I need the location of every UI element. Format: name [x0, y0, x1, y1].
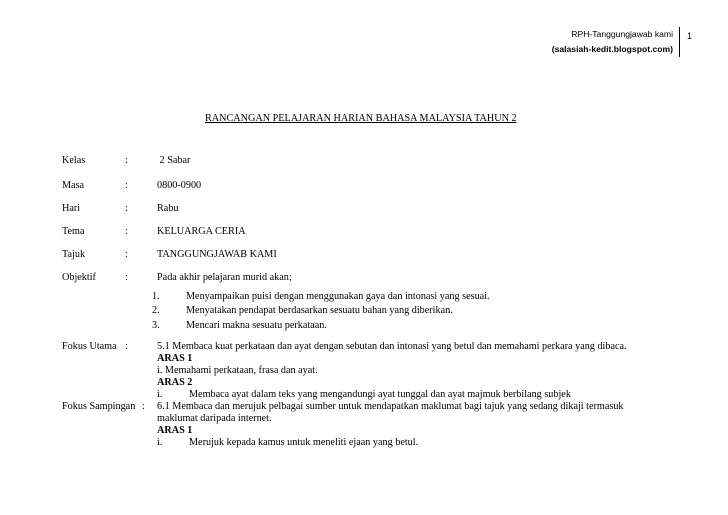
- field-colon: :: [125, 272, 128, 283]
- field-label: Objektif: [62, 272, 96, 283]
- header-blog-url: (salasiah-kedit.blogspot.com): [551, 44, 673, 54]
- aras-1-heading: ARAS 1: [157, 353, 193, 364]
- page-number: 1: [687, 31, 693, 41]
- fokus-utama-content: [157, 341, 627, 401]
- aras-2-heading: ARAS 2: [157, 377, 193, 388]
- fokus-sampingan-standard: 6.1 Membaca dan merujuk pelbagai sumber untuk mendapatkan maklumat bagi tajuk yang sedang dikaji termasuk: [157, 401, 624, 412]
- aras-1-number: i.: [157, 437, 163, 448]
- header-title: RPH-Tanggungjawab kami: [571, 29, 673, 39]
- field-value: TANGGUNGJAWAB KAMI: [157, 249, 277, 260]
- field-value: KELUARGA CERIA: [157, 226, 246, 237]
- field-colon: :: [125, 341, 128, 352]
- field-colon: :: [125, 226, 128, 237]
- aras-2-text: Membaca ayat dalam teks yang mengandungi ayat tunggal dan ayat majmuk berbilang subjek: [189, 389, 571, 400]
- page-header: [552, 27, 680, 57]
- document-title: RANCANGAN PELAJARAN HARIAN BAHASA MALAYSIA TAHUN 2: [205, 113, 517, 124]
- fokus-sampingan-standard-cont: maklumat daripada internet.: [157, 413, 272, 424]
- objective-text: Mencari makna sesuatu perkataan.: [186, 320, 327, 331]
- fokus-sampingan-content: [157, 401, 624, 449]
- field-label: Hari: [62, 203, 81, 214]
- field-colon: :: [125, 155, 128, 166]
- field-colon: :: [125, 249, 128, 260]
- aras-2-item: [157, 389, 627, 401]
- aras-1-heading: ARAS 1: [157, 425, 193, 436]
- field-value: Pada akhir pelajaran murid akan;: [157, 272, 292, 283]
- fokus-utama-label: Fokus Utama: [62, 341, 117, 352]
- field-label: Masa: [62, 180, 85, 191]
- aras-1-text: Merujuk kepada kamus untuk meneliti ejaan yang betul.: [189, 437, 419, 448]
- objective-number: 2.: [152, 305, 160, 316]
- field-label: Kelas: [62, 155, 86, 166]
- objective-number: 1.: [152, 291, 160, 302]
- field-colon: :: [125, 203, 128, 214]
- fokus-sampingan-label: Fokus Sampingan: [62, 401, 136, 412]
- field-value: 2 Sabar: [157, 155, 191, 166]
- objective-number: 3.: [152, 320, 160, 331]
- objective-text: Menyampaikan puisi dengan menggunakan gaya dan intonasi yang sesuai.: [186, 291, 490, 302]
- aras-1-text: i. Memahami perkataan, frasa dan ayat.: [157, 365, 318, 376]
- objective-text: Menyatakan pendapat berdasarkan sesuatu bahan yang diberikan.: [186, 305, 453, 316]
- field-label: Tema: [62, 226, 85, 237]
- field-value: 0800-0900: [157, 180, 202, 191]
- field-label: Tajuk: [62, 249, 86, 260]
- aras-1-item: [157, 437, 624, 449]
- field-colon: :: [142, 401, 145, 412]
- fokus-utama-standard: 5.1 Membaca kuat perkataan dan ayat dengan sebutan dan intonasi yang betul dan memahami perkara yang dibaca.: [157, 341, 627, 352]
- field-colon: :: [125, 180, 128, 191]
- aras-2-number: i.: [157, 389, 163, 400]
- field-value: Rabu: [157, 203, 179, 214]
